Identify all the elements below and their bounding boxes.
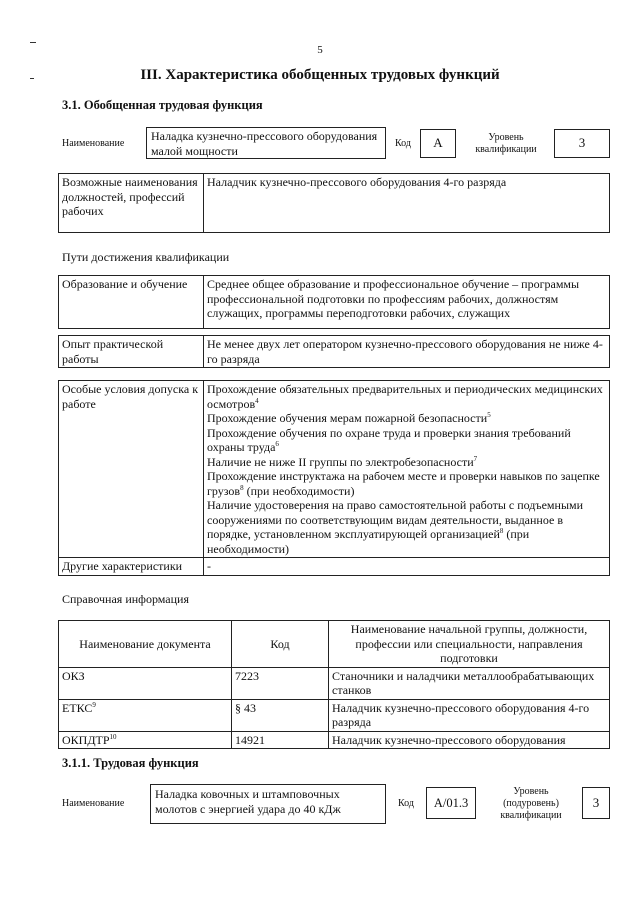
reference-name: Наладчик кузнечно-прессового оборудования 4-го разряда: [329, 699, 610, 731]
scan-mark: [30, 42, 36, 43]
otf-name-value: Наладка кузнечно-прессового оборудования малой мощности: [146, 127, 386, 159]
other-characteristics-value: -: [204, 558, 610, 576]
otf-code-label: Код: [395, 138, 411, 149]
reference-code: 14921: [232, 731, 329, 749]
section-title: III. Характеристика обобщенных трудовых функций: [140, 67, 500, 83]
experience-label: Опыт практической работы: [59, 336, 204, 368]
table-gap: [59, 329, 610, 336]
special-conditions-label: Особые условия допуска к работе: [59, 381, 204, 558]
reference-header-code: Код: [232, 621, 329, 668]
special-conditions-table: [58, 380, 610, 576]
table-row: [59, 667, 610, 699]
tf-level-label: Уровень (подуровень) квалификации: [500, 786, 562, 821]
tf-title: 3.1.1. Трудовая функция: [62, 756, 199, 770]
condition-item: Прохождение обучения мерам пожарной безопасности$^5$: [207, 411, 491, 425]
otf-level-value: 3: [554, 129, 610, 158]
reference-header-document: Наименование документа: [59, 621, 232, 668]
condition-item: Прохождение инструктажа на рабочем месте и проверки навыков по зацепке грузов$^8$ (при необходимости): [207, 469, 600, 498]
other-characteristics-label: Другие характеристики: [59, 558, 204, 576]
tf-name-value: Наладка ковочных и штамповочных молотов с энергией удара до 40 кДж: [150, 784, 386, 824]
positions-value: Наладчик кузнечно-прессового оборудования 4-го разряда: [204, 174, 610, 233]
positions-table: [58, 173, 610, 233]
otf-name-label: Наименование: [62, 138, 125, 149]
reference-doc: ЕТКС$^9$: [59, 699, 232, 731]
condition-item: Прохождение обучения по охране труда и проверки знания требований охраны труда$^6$: [207, 425, 571, 454]
condition-item: Прохождение обязательных предварительных и периодических медицинских осмотров$^4$: [207, 382, 603, 411]
condition-item: Наличие не ниже II группы по электробезопасности$^7$: [207, 454, 478, 469]
experience-value: Не менее двух лет оператором кузнечно-прессового оборудования не ниже 4-го разряда: [204, 336, 610, 368]
education-value: Среднее общее образование и профессиональное обучение – программы профессиональной подготовки по профессиям рабочих, должностям служащих, программы переподготовки рабочих, служащих: [204, 276, 610, 329]
reference-doc: ОКЗ: [59, 667, 232, 699]
reference-caption: Справочная информация: [62, 592, 189, 606]
subsection-title: 3.1. Обобщенная трудовая функция: [62, 98, 263, 112]
paths-caption: Пути достижения квалификации: [62, 250, 230, 264]
otf-level-label: Уровень квалификации: [475, 132, 537, 155]
reference-doc: ОКПДТР$^{10}$: [59, 731, 232, 749]
tf-code-label: Код: [398, 798, 414, 809]
table-row: [59, 699, 610, 731]
reference-table: [58, 620, 610, 749]
tf-name-label: Наименование: [62, 798, 125, 809]
qualification-paths-table: [58, 275, 610, 368]
page-number: 5: [317, 44, 323, 56]
tf-level-value: 3: [582, 787, 610, 819]
table-row: [59, 731, 610, 749]
reference-code: 7223: [232, 667, 329, 699]
reference-code: § 43: [232, 699, 329, 731]
reference-header-name: Наименование начальной группы, должности, профессии или специальности, направления подготовки: [329, 621, 610, 668]
condition-item: Наличие удостоверения на право самостоятельной работы с подъемными сооружениями по соответствующим видам деятельности, выданное в порядке, установленном эксплуатирующей организацией$^8$ (при необходимости): [207, 498, 584, 556]
positions-label: Возможные наименования должностей, профессий рабочих: [59, 174, 204, 233]
reference-name: Наладчик кузнечно-прессового оборудования: [329, 731, 610, 749]
reference-name: Станочники и наладчики металлообрабатывающих станков: [329, 667, 610, 699]
tf-code-value: А/01.3: [426, 787, 476, 819]
special-conditions-list: [204, 381, 610, 558]
education-label: Образование и обучение: [59, 276, 204, 329]
otf-code-value: А: [420, 129, 456, 158]
